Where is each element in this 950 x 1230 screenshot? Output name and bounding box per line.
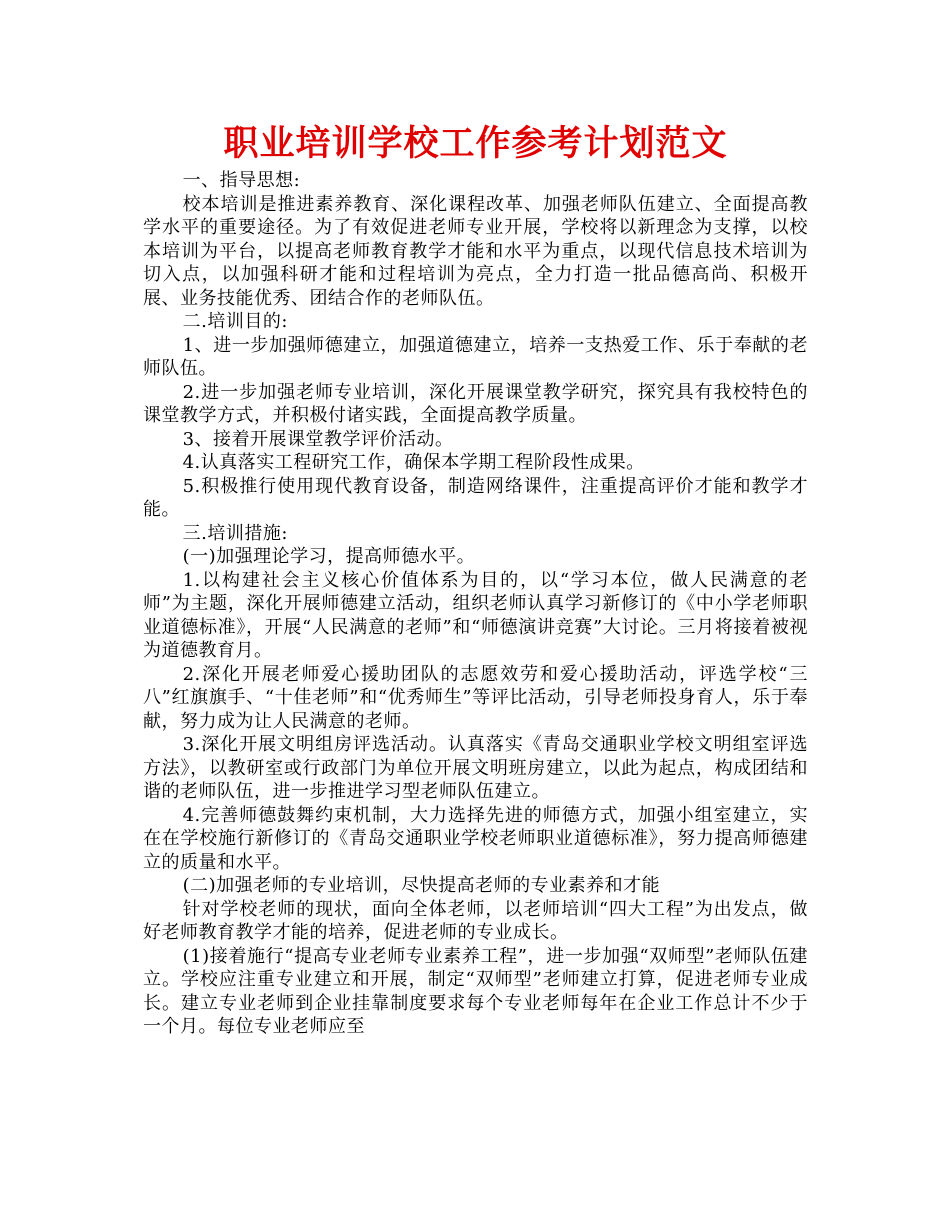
- goal-item-1: 1、进一步加强师德建立，加强道德建立，培养一支热爱工作、乐于奉献的老师队伍。: [143, 334, 808, 379]
- paragraph-professional-training-intro: 针对学校老师的现状，面向全体老师，以老师培训“四大工程”为出发点，做好老师教育教学才能的培养，促进老师的专业成长。: [143, 898, 808, 943]
- measure-item-2: 2.深化开展老师爱心援助团队的志愿效劳和爱心援助活动，评选学校“三八”红旗旗手、“十佳老师”和“优秀师生”等评比活动，引导老师投身育人，乐于奉献，努力成为让人民满意的老师。: [143, 663, 808, 732]
- subsection-heading-professional-training: (二)加强老师的专业培训，尽快提高老师的专业素养和才能: [182, 875, 661, 896]
- paragraph-professional-training-item-1: (1)接着施行“提高专业老师专业素养工程”，进一步加强“双师型”老师队伍建立。学校应注重专业建立和开展，制定“双师型”老师建立打算，促进老师专业成长。建立专业老师到企业挂靠制度要求每个专业老师每年在企业工作总计不少于一个月。每位专业老师应至: [143, 945, 808, 1037]
- measure-item-3: 3.深化开展文明组房评选活动。认真落实《青岛交通职业学校文明组室评选方法》，以教研室或行政部门为单位开展文明班房建立，以此为起点，构成团结和谐的老师队伍，进一步推进学习型老师队伍建立。: [143, 734, 808, 802]
- subsection-heading-theory-study: (一)加强理论学习，提高师德水平。: [182, 546, 476, 567]
- section-heading-guiding-ideology: 一、指导思想:: [182, 170, 301, 191]
- document-title: 职业培训学校工作参考计划范文: [223, 124, 728, 164]
- goal-item-3: 3、接着开展课堂教学评价活动。: [182, 428, 454, 450]
- paragraph-guiding-ideology: 校本培训是推进素养教育、深化课程改革、加强老师队伍建立、全面提高教学水平的重要途径。为了有效促进老师专业开展，学校将以新理念为支撑，以校本培训为平台，以提高老师教育教学才能和水平为重点，以现代信息技术培训为切入点，以加强科研才能和过程培训为亮点，全力打造一批品德高尚、积极开展、业务技能优秀、团结合作的老师队伍。: [143, 193, 808, 309]
- section-heading-training-measures: 三.培训措施:: [182, 522, 288, 544]
- section-heading-training-goals: 二.培训目的:: [182, 311, 288, 332]
- goal-item-5: 5.积极推行使用现代教育设备，制造网络课件，注重提高评价才能和教学才能。: [143, 475, 808, 520]
- goal-item-2: 2.进一步加强老师专业培训，深化开展课堂教学研究，探究具有我校特色的课堂教学方式，并积极付诸实践，全面提高教学质量。: [143, 381, 808, 426]
- measure-item-1: 1.以构建社会主义核心价值体系为目的，以“学习本位，做人民满意的老师”为主题，深化开展师德建立活动，组织老师认真学习新修订的《中小学老师职业道德标准》，开展“人民满意的老师”和“师德演讲竞赛”大讨论。三月将接着被视为道德教育月。: [143, 569, 808, 661]
- measure-item-4: 4.完善师德鼓舞约束机制，大力选择先进的师德方式，加强小组室建立，实在在学校施行新修订的《青岛交通职业学校老师职业道德标准》，努力提高师德建立的质量和水平。: [143, 804, 808, 873]
- document-page: [143, 122, 808, 1039]
- goal-item-4: 4.认真落实工程研究工作，确保本学期工程阶段性成果。: [182, 452, 645, 473]
